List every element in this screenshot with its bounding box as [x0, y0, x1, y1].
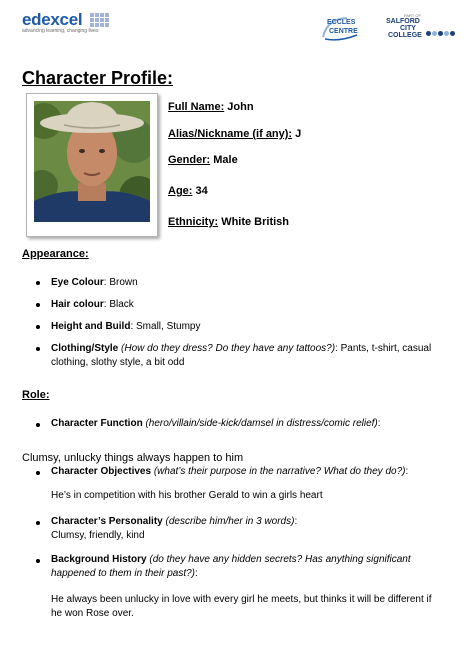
character-function-answer: Clumsy, unlucky things always happen to him	[22, 452, 244, 464]
bullet-icon	[36, 423, 40, 427]
character-objectives-answer: He’s in competition with his brother Gerald to win a girls heart	[51, 490, 323, 501]
ethnicity-value: White British	[221, 216, 290, 228]
character-objectives-suffix: :	[405, 466, 409, 477]
bullet-icon	[36, 347, 40, 351]
background-history-answer-line2: he won Rose over.	[51, 608, 134, 619]
age-field	[168, 185, 208, 197]
alias-label: Alias/Nickname (if any):	[168, 128, 293, 140]
full-name-label: Full Name:	[168, 101, 225, 113]
character-personality-suffix: :	[294, 516, 298, 527]
salford-dots-icon	[426, 31, 455, 36]
page-title: Character Profile:	[22, 68, 174, 88]
background-history-question-line2: happened to them in their past?)	[51, 568, 195, 579]
background-history-answer-line1: He always been unlucky in love with every girl he meets, but thinks it will be different if	[51, 594, 432, 605]
age-label: Age:	[168, 185, 193, 197]
salford-logo-line2: CITY	[400, 25, 416, 32]
gender-value: Male	[213, 154, 238, 166]
clothing-style-item	[51, 342, 451, 370]
background-history-item	[51, 553, 451, 581]
height-build-item	[51, 320, 451, 334]
role-heading: Role:	[22, 389, 50, 401]
edexcel-grid-icon	[90, 13, 109, 27]
clothing-style-label: Clothing/Style	[51, 343, 119, 354]
alias-field	[168, 128, 301, 140]
edexcel-logo: edexcel	[22, 10, 83, 29]
eccles-logo-line2: CENTRE	[329, 28, 358, 35]
alias-value: J	[295, 128, 302, 140]
salford-part-of: PART OF	[404, 13, 421, 18]
character-personality-question: (describe him/her in 3 words)	[165, 516, 295, 527]
character-function-question: (hero/villain/side-kick/damsel in distress/comic relief)	[145, 418, 378, 429]
hair-colour-label: Hair colour	[51, 299, 104, 310]
character-function-label: Character Function	[51, 418, 143, 429]
character-personality-answer: Clumsy, friendly, kind	[51, 530, 145, 541]
hair-colour-item	[51, 298, 451, 312]
bullet-icon	[36, 281, 40, 285]
character-objectives-label: Character Objectives	[51, 466, 152, 477]
character-personality-item	[51, 515, 451, 543]
character-personality-label: Character’s Personality	[51, 516, 163, 527]
character-objectives-item	[51, 465, 451, 479]
height-build-value: : Small, Stumpy	[130, 321, 201, 332]
clothing-style-value-line2: clothing, slothy style, a bit odd	[51, 357, 185, 368]
hair-colour-value: : Black	[103, 299, 134, 310]
bullet-icon	[36, 521, 40, 525]
background-history-answer	[51, 593, 461, 621]
gender-field	[168, 154, 238, 166]
character-photo	[34, 101, 150, 222]
age-value: 34	[195, 185, 208, 197]
eye-colour-item	[51, 276, 451, 290]
bullet-icon	[36, 325, 40, 329]
appearance-heading: Appearance:	[22, 248, 89, 260]
character-objectives-question: (what’s their purpose in the narrative? What do they do?)	[153, 466, 406, 477]
background-history-label: Background History	[51, 554, 147, 565]
eye-colour-value: : Brown	[103, 277, 138, 288]
ethnicity-label: Ethnicity:	[168, 216, 219, 228]
background-history-suffix: :	[194, 568, 198, 579]
full-name-value: John	[227, 101, 254, 113]
character-function-item	[51, 417, 451, 431]
eccles-centre-logo	[321, 15, 361, 43]
clothing-style-value: : Pants, t-shirt, casual	[335, 343, 432, 354]
eye-colour-label: Eye Colour	[51, 277, 104, 288]
bullet-icon	[36, 471, 40, 475]
salford-logo-line1: SALFORD	[386, 18, 420, 25]
ethnicity-field	[168, 216, 289, 228]
salford-logo-line3: COLLEGE	[388, 32, 422, 39]
clothing-style-question: (How do they dress? Do they have any tattoos?)	[121, 343, 336, 354]
gender-label: Gender:	[168, 154, 211, 166]
eccles-logo-line1: ECCLES	[327, 19, 356, 26]
bullet-icon	[36, 303, 40, 307]
height-build-label: Height and Build	[51, 321, 131, 332]
full-name-field	[168, 101, 254, 113]
character-function-suffix: :	[377, 418, 381, 429]
background-history-question: (do they have any hidden secrets? Has anything significant	[149, 554, 411, 565]
salford-city-college-logo	[386, 13, 446, 43]
character-photo-frame	[26, 93, 158, 237]
bullet-icon	[36, 559, 40, 563]
edexcel-tagline: advancing learning, changing lives	[22, 28, 99, 34]
